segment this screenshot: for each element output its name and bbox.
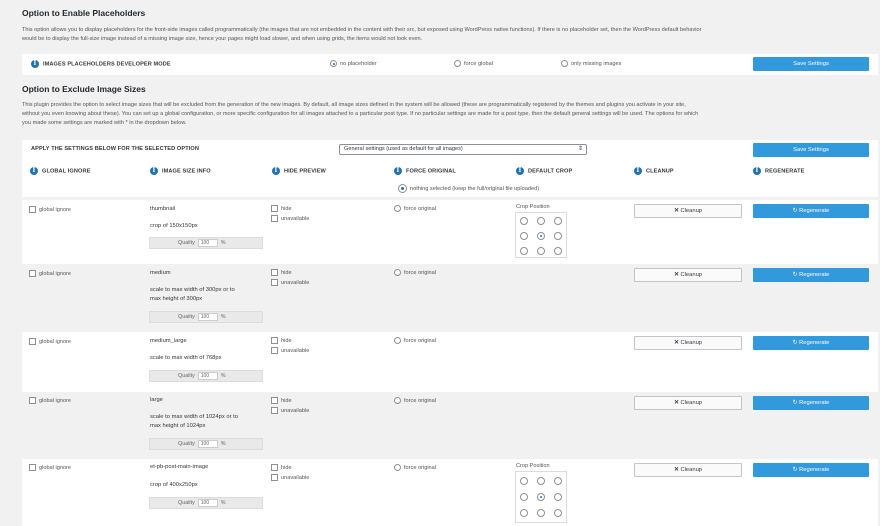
- crop-position-label: Crop Position: [516, 204, 550, 210]
- crop-center[interactable]: [537, 232, 545, 240]
- checkbox-label: global ignore: [39, 464, 72, 471]
- regenerate-button[interactable]: [753, 204, 869, 218]
- x-icon: ✕: [673, 272, 679, 278]
- column-size-info: [150, 167, 211, 175]
- quality-label: Quality: [178, 314, 195, 320]
- unavailable-checkbox[interactable]: [271, 347, 309, 354]
- percent-label: %: [220, 314, 226, 320]
- cleanup-label: Cleanup: [680, 467, 703, 473]
- placeholders-mode-label-wrap: [31, 60, 171, 68]
- crop-bottom-center[interactable]: [537, 247, 545, 255]
- column-regenerate: [753, 167, 804, 175]
- force-original-option[interactable]: [394, 464, 436, 471]
- x-icon: ✕: [673, 340, 679, 346]
- refresh-icon: ↻: [792, 272, 798, 278]
- quality-field: [149, 438, 263, 450]
- crop-center-right[interactable]: [554, 232, 562, 240]
- cleanup-button[interactable]: [634, 463, 742, 477]
- refresh-icon: ↻: [792, 208, 798, 214]
- exclude-description-line3: you made some settings are marked with * in the dropdown below.: [22, 120, 187, 126]
- column-label: GLOBAL IGNORE: [42, 168, 91, 175]
- crop-center-left[interactable]: [520, 232, 528, 240]
- refresh-icon: ↻: [792, 400, 798, 406]
- checkbox[interactable]: [271, 397, 278, 404]
- radio-force-global[interactable]: [454, 60, 461, 67]
- size-detail: crop of 400x250px: [150, 482, 198, 488]
- crop-bottom-right[interactable]: [554, 247, 562, 255]
- checkbox-label: global ignore: [39, 206, 72, 213]
- force-original-nothing-selected[interactable]: [398, 184, 539, 193]
- crop-top-left[interactable]: [520, 217, 528, 225]
- column-global-ignore: [30, 167, 90, 175]
- placeholders-mode-label: IMAGES PLACEHOLDERS DEVELOPER MODE: [43, 61, 171, 68]
- checkbox-label: hide: [281, 337, 292, 344]
- table-row: [22, 332, 878, 392]
- info-icon[interactable]: I: [272, 167, 280, 175]
- crop-bottom-left[interactable]: [520, 247, 528, 255]
- exclude-description-line2: without you even knowing about these). You can set up a global configuration, or more specific configuration for all images attached to a particular post type. If no particular settings are made for a post type, then the default general settings will be used. The options for which: [22, 111, 699, 117]
- column-hide-preview: [272, 167, 326, 175]
- refresh-icon: ↻: [792, 467, 798, 473]
- table-row: [22, 459, 878, 526]
- crop-top-left[interactable]: [520, 477, 528, 485]
- post-type-select[interactable]: [339, 144, 587, 155]
- quality-field: [149, 497, 263, 509]
- cleanup-button[interactable]: [634, 268, 742, 282]
- quality-input[interactable]: 100: [198, 313, 218, 321]
- checkbox[interactable]: [271, 279, 278, 286]
- checkbox-label: hide: [281, 205, 292, 212]
- column-label: CLEANUP: [646, 168, 674, 175]
- cleanup-label: Cleanup: [680, 340, 703, 346]
- checkbox[interactable]: [271, 474, 278, 481]
- exclude-description-line1: This plugin provides the option to select image sizes that will be excluded from the generation of the new images. By default, all image sizes defined in the system will be allowed (these are programmatically registered by the themes and plugins you activate in your site,: [22, 102, 686, 108]
- quality-label: Quality: [178, 441, 195, 447]
- radio-force-original[interactable]: [394, 337, 401, 344]
- table-row: [22, 264, 878, 332]
- checkbox[interactable]: [271, 337, 278, 344]
- size-detail-2: max height of 300px: [150, 296, 203, 302]
- column-force-original: [394, 167, 456, 175]
- checkbox[interactable]: [29, 338, 36, 345]
- regenerate-button[interactable]: [753, 268, 869, 282]
- info-icon[interactable]: I: [150, 167, 158, 175]
- hide-checkbox[interactable]: [271, 397, 292, 404]
- quality-input[interactable]: 100: [198, 372, 218, 380]
- column-label: FORCE ORIGINAL: [406, 168, 456, 175]
- regenerate-button[interactable]: [753, 336, 869, 350]
- placeholder-option-none[interactable]: [330, 60, 377, 67]
- size-name: thumbnail: [150, 206, 176, 212]
- refresh-icon: ↻: [792, 340, 798, 346]
- quality-label: Quality: [178, 500, 195, 506]
- radio-label: force original: [404, 337, 437, 344]
- radio-label: force original: [404, 205, 437, 212]
- checkbox-label: hide: [281, 269, 292, 276]
- unavailable-checkbox[interactable]: [271, 279, 309, 286]
- unavailable-checkbox[interactable]: [271, 474, 309, 481]
- cleanup-button[interactable]: [634, 204, 742, 218]
- radio-force-original[interactable]: [394, 397, 401, 404]
- info-icon[interactable]: I: [634, 167, 642, 175]
- size-detail: scale to max width of 768px: [150, 355, 222, 361]
- percent-label: %: [220, 441, 226, 447]
- column-label: IMAGE SIZE INFO: [162, 168, 211, 175]
- radio-label: force original: [404, 269, 437, 276]
- percent-label: %: [220, 500, 226, 506]
- x-icon: ✕: [673, 208, 679, 214]
- hide-checkbox[interactable]: [271, 205, 292, 212]
- exclude-title: Option to Exclude Image Sizes: [22, 84, 146, 94]
- percent-label: %: [220, 240, 226, 246]
- checkbox[interactable]: [29, 397, 36, 404]
- checkbox-label: global ignore: [39, 270, 72, 277]
- cleanup-label: Cleanup: [680, 208, 703, 214]
- regenerate-button[interactable]: [753, 396, 869, 410]
- info-icon[interactable]: I: [753, 167, 761, 175]
- crop-top-right[interactable]: [554, 217, 562, 225]
- force-original-option[interactable]: [394, 397, 436, 404]
- placeholders-description-line1: This option allows you to display placeholders for the front-side images called programmatically (the images that are not embedded in the content with their src, but exposed using WordPress native functions). If there is no placeholder set, then the WordPress default behavior: [22, 27, 702, 33]
- checkbox-label: hide: [281, 397, 292, 404]
- radio-label: force original: [404, 397, 437, 404]
- crop-bottom-left[interactable]: [520, 509, 528, 517]
- crop-center-left[interactable]: [520, 493, 528, 501]
- radio-force-original[interactable]: [394, 205, 401, 212]
- column-label: HIDE PREVIEW: [284, 168, 326, 175]
- regenerate-label: Regenerate: [799, 340, 830, 346]
- checkbox-label: unavailable: [281, 215, 310, 222]
- save-settings-button-2[interactable]: Save Settings: [753, 143, 869, 157]
- table-row: [22, 200, 878, 264]
- regenerate-label: Regenerate: [799, 400, 830, 406]
- radio-force-original[interactable]: [394, 464, 401, 471]
- cleanup-label: Cleanup: [680, 272, 703, 278]
- placeholder-option-force-global[interactable]: [454, 60, 493, 67]
- radio-only-missing[interactable]: [561, 60, 568, 67]
- global-ignore-checkbox[interactable]: [29, 270, 71, 277]
- exclude-header-block: [22, 140, 878, 197]
- crop-position-grid: [515, 471, 567, 523]
- checkbox[interactable]: [271, 407, 278, 414]
- placeholders-mode-row: [22, 54, 878, 75]
- updown-arrows-icon: ⇕: [577, 146, 583, 152]
- info-icon[interactable]: I: [394, 167, 402, 175]
- quality-label: Quality: [178, 240, 195, 246]
- unavailable-checkbox[interactable]: [271, 407, 309, 414]
- apply-settings-label: APPLY THE SETTINGS BELOW FOR THE SELECTED OPTION: [31, 146, 199, 152]
- quality-label: Quality: [178, 373, 195, 379]
- checkbox-label: unavailable: [281, 347, 310, 354]
- global-ignore-checkbox[interactable]: [29, 206, 71, 213]
- size-detail: scale to max width of 300px or to: [150, 287, 235, 293]
- force-original-option[interactable]: [394, 205, 436, 212]
- checkbox[interactable]: [271, 205, 278, 212]
- regenerate-button[interactable]: [753, 463, 869, 477]
- crop-position-label: Crop Position: [516, 463, 550, 469]
- quality-field: [149, 370, 263, 382]
- checkbox[interactable]: [29, 206, 36, 213]
- cleanup-button[interactable]: [634, 396, 742, 410]
- global-ignore-checkbox[interactable]: [29, 338, 71, 345]
- quality-field: [149, 311, 263, 323]
- info-icon[interactable]: I: [31, 60, 39, 68]
- save-settings-button[interactable]: Save Settings: [753, 57, 869, 71]
- crop-center-right[interactable]: [554, 493, 562, 501]
- radio-nothing-selected[interactable]: [398, 184, 407, 193]
- crop-bottom-center[interactable]: [537, 509, 545, 517]
- size-name: et-pb-post-main-image: [150, 464, 209, 470]
- size-name: medium_large: [150, 338, 187, 344]
- crop-top-center[interactable]: [537, 477, 545, 485]
- x-icon: ✕: [673, 467, 679, 473]
- quality-input[interactable]: 100: [198, 440, 218, 448]
- checkbox[interactable]: [29, 270, 36, 277]
- select-value: General settings (used as default for all images): [344, 146, 463, 152]
- crop-top-center[interactable]: [537, 217, 545, 225]
- radio-label: force original: [404, 464, 437, 471]
- checkbox[interactable]: [271, 347, 278, 354]
- checkbox-label: global ignore: [39, 338, 72, 345]
- crop-position-grid: [515, 212, 567, 258]
- percent-label: %: [220, 373, 226, 379]
- table-row: [22, 392, 878, 459]
- size-detail-2: max height of 1024px: [150, 423, 206, 429]
- checkbox-label: unavailable: [281, 279, 310, 286]
- size-name: large: [150, 397, 163, 403]
- force-original-option[interactable]: [394, 269, 436, 276]
- column-default-crop: [516, 167, 572, 175]
- global-ignore-checkbox[interactable]: [29, 464, 71, 471]
- radio-force-original[interactable]: [394, 269, 401, 276]
- column-cleanup: [634, 167, 674, 175]
- checkbox[interactable]: [29, 464, 36, 471]
- checkbox-label: unavailable: [281, 407, 310, 414]
- option-label: force global: [464, 60, 493, 67]
- x-icon: ✕: [673, 400, 679, 406]
- crop-top-right[interactable]: [554, 477, 562, 485]
- option-label: only missing images: [571, 60, 622, 67]
- nothing-selected-label: nothing selected (keep the full/original file uploaded): [410, 185, 540, 192]
- checkbox-label: global ignore: [39, 397, 72, 404]
- checkbox[interactable]: [271, 269, 278, 276]
- quality-input[interactable]: 100: [198, 239, 218, 247]
- global-ignore-checkbox[interactable]: [29, 397, 71, 404]
- hide-checkbox[interactable]: [271, 269, 292, 276]
- regenerate-label: Regenerate: [799, 208, 830, 214]
- unavailable-checkbox[interactable]: [271, 215, 309, 222]
- placeholder-option-missing[interactable]: [561, 60, 621, 67]
- checkbox[interactable]: [271, 464, 278, 471]
- crop-bottom-right[interactable]: [554, 509, 562, 517]
- checkbox-label: hide: [281, 464, 292, 471]
- quality-field: [149, 237, 263, 249]
- cleanup-button[interactable]: [634, 336, 742, 350]
- crop-center[interactable]: [537, 493, 545, 501]
- regenerate-label: Regenerate: [799, 272, 830, 278]
- size-name: medium: [150, 270, 171, 276]
- info-icon[interactable]: I: [30, 167, 38, 175]
- regenerate-label: Regenerate: [799, 467, 830, 473]
- hide-checkbox[interactable]: [271, 337, 292, 344]
- column-label: DEFAULT CROP: [528, 168, 573, 175]
- checkbox-label: unavailable: [281, 474, 310, 481]
- checkbox[interactable]: [271, 215, 278, 222]
- force-original-option[interactable]: [394, 337, 436, 344]
- cleanup-label: Cleanup: [680, 400, 703, 406]
- option-label: no placeholder: [340, 60, 377, 67]
- column-label: REGENERATE: [765, 168, 805, 175]
- size-detail: crop of 150x150px: [150, 223, 198, 229]
- placeholders-title: Option to Enable Placeholders: [22, 8, 146, 18]
- placeholders-description-line2: would be to display the full-size image instead of a missing image size, hence your pages might load slower, and when using grids, the items would not look even.: [22, 36, 423, 42]
- info-icon[interactable]: I: [516, 167, 524, 175]
- size-detail: scale to max width of 1024px or to: [150, 414, 238, 420]
- quality-input[interactable]: 100: [198, 499, 218, 507]
- hide-checkbox[interactable]: [271, 464, 292, 471]
- radio-no-placeholder[interactable]: [330, 60, 337, 67]
